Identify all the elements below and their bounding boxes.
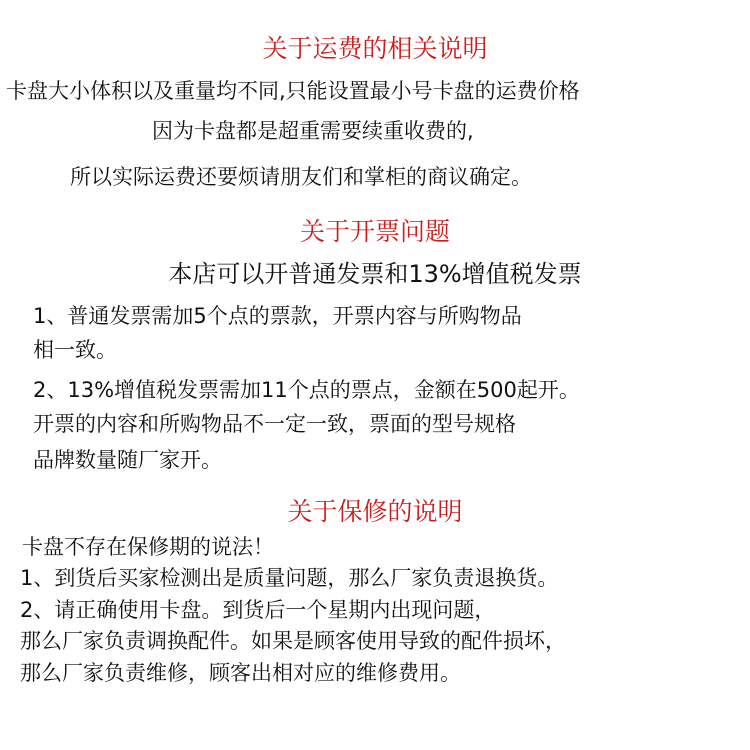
invoice-line-3: 2、13%增值税发票需加11个点的票点，金额在500起开。 — [33, 378, 580, 402]
invoice-heading: 关于开票问题 — [299, 217, 450, 246]
shipping-line-2: 因为卡盘都是超重需要续重收费的, — [152, 119, 474, 143]
warranty-line-2: 1、到货后买家检测出是质量问题，那么厂家负责退换货。 — [20, 566, 559, 590]
shipping-line-3: 所以实际运费还要烦请朋友们和掌柜的商议确定。 — [70, 165, 532, 189]
invoice-line-4: 开票的内容和所购物品不一定一致，票面的型号规格 — [33, 412, 516, 436]
shipping-line-1: 卡盘大小体积以及重量均不同,只能设置最小号卡盘的运费价格 — [6, 79, 580, 103]
invoice-line-2: 相一致。 — [33, 338, 117, 362]
invoice-line-1: 1、普通发票需加5个点的票款，开票内容与所购物品 — [33, 304, 522, 328]
invoice-intro: 本店可以开普通发票和13%增值税发票 — [168, 260, 582, 288]
warranty-line-5: 那么厂家负责维修，顾客出相对应的维修费用。 — [20, 661, 461, 685]
shipping-heading: 关于运费的相关说明 — [262, 34, 488, 63]
warranty-line-4: 那么厂家负责调换配件。如果是顾客使用导致的配件损坏， — [20, 629, 566, 653]
warranty-line-3: 2、请正确使用卡盘。到货后一个星期内出现问题， — [20, 598, 496, 622]
invoice-line-5: 品牌数量随厂家开。 — [33, 448, 222, 472]
warranty-line-1: 卡盘不存在保修期的说法！ — [22, 535, 274, 559]
warranty-heading: 关于保修的说明 — [287, 497, 463, 526]
